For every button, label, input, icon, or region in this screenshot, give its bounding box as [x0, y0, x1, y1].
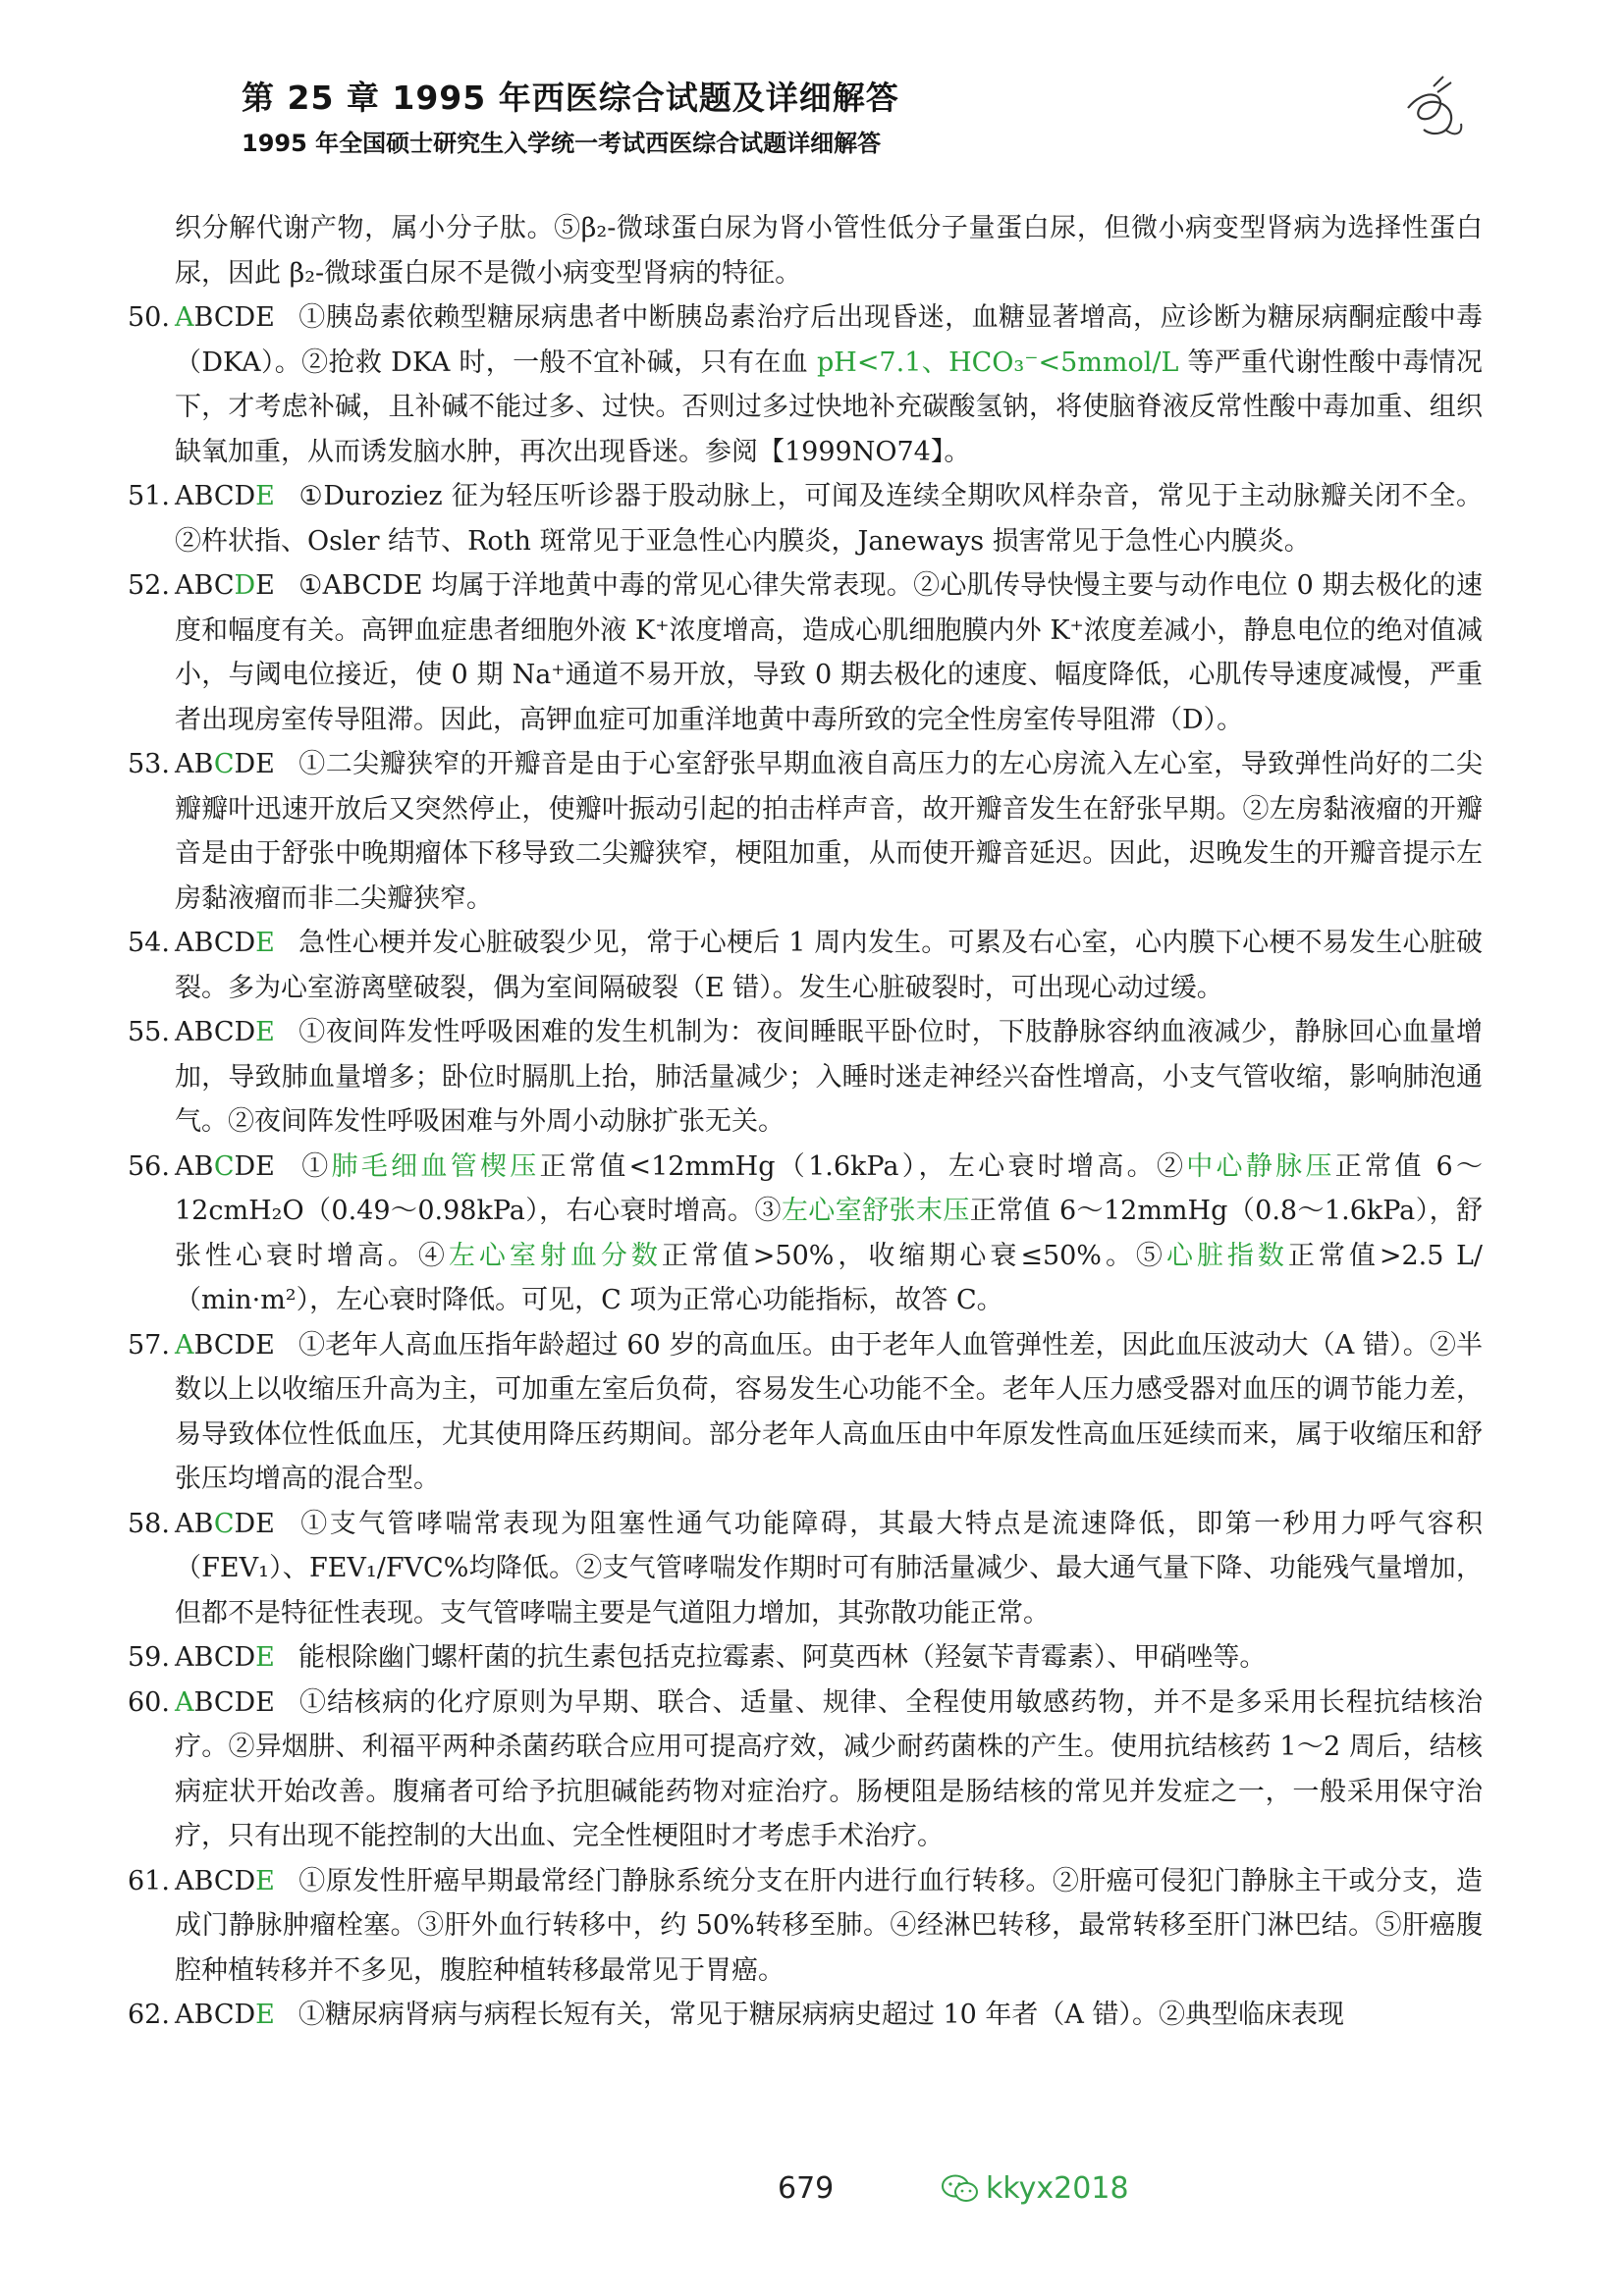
highlighted-term: 心脏指数 — [1165, 1240, 1288, 1271]
option-letter: A — [175, 749, 194, 779]
answer-list — [128, 206, 1483, 2038]
correct-option: C — [213, 1150, 235, 1182]
answer-entry — [128, 474, 1483, 563]
answer-options — [175, 1145, 275, 1190]
option-letter: C — [213, 1865, 235, 1896]
watermark — [941, 2171, 1129, 2206]
answer-options — [175, 1323, 275, 1368]
explanation-text: ①结核病的化疗原则为早期、联合、适量、规律、全程使用敏感药物，并不是多采用长程抗结核治疗。②异烟肼、利福平两种杀菌药联合应用可提高疗效，减少耐药菌株的产生。使用抗结核药 1～2 周后，结核病症状开始改善。腹痛者可给予抗胆碱能药物对症治疗。肠梗阻是肠结核的常见并发症之一，一般采用保守治疗，只有出现不能控制的大出血、完全性梗阻时才考虑手术治疗。 — [175, 1686, 1483, 1851]
explanation-text: 正常值<12mmHg（1.6kPa），左心衰时增高。② — [539, 1150, 1187, 1182]
option-letter: C — [213, 1017, 235, 1047]
option-letter: D — [234, 1329, 256, 1361]
option-letter: B — [193, 1508, 214, 1539]
option-letter: E — [255, 302, 275, 333]
option-letter: B — [193, 302, 214, 333]
explanation-text: ①原发性肝癌早期最常经门静脉系统分支在肝内进行血行转移。②肝癌可侵犯门静脉主干或分支，造成门静脉肿瘤栓塞。③肝外血行转移中，约 50%转移至肺。④经淋巴转移，最常转移至肝门淋巴结。⑤肝癌腹腔种植转移并不多见，腹腔种植转移最常见于胃癌。 — [175, 1865, 1483, 1986]
option-letter: C — [213, 2000, 235, 2030]
answer-options — [175, 563, 275, 609]
answer-entry — [128, 1502, 1483, 1636]
explanation-text: ①夜间阵发性呼吸困难的发生机制为：夜间睡眠平卧位时，下肢静脉容纳血液减少，静脉回心血量增加，导致肺血量增多；卧位时膈肌上抬，肺活量减少；入睡时迷走神经兴奋性增高，小支气管收缩，影响肺泡通气。②夜间阵发性呼吸困难与外周小动脉扩张无关。 — [175, 1017, 1483, 1137]
explanation-text: 能根除幽门螺杆菌的抗生素包括克拉霉素、阿莫西林（羟氨苄青霉素）、甲硝唑等。 — [298, 1642, 1267, 1673]
answer-entry — [128, 1010, 1483, 1145]
question-number: 51. — [128, 481, 170, 511]
option-letter: B — [193, 1642, 214, 1673]
option-letter: A — [175, 2000, 194, 2030]
explanation-text: ①糖尿病肾病与病程长短有关，常见于糖尿病病史超过 10 年者（A 错）。②典型临床表现 — [298, 2000, 1344, 2030]
question-number: 55. — [128, 1017, 170, 1047]
option-letter: B — [193, 1329, 214, 1361]
signature-mark-icon — [1394, 69, 1473, 157]
option-letter: E — [255, 570, 275, 601]
chapter-subtitle: 1995 年全国硕士研究生入学统一考试西医综合试题详细解答 — [242, 130, 882, 157]
highlighted-term: 左心室舒张末压 — [781, 1196, 970, 1226]
correct-option: E — [255, 481, 275, 511]
option-letter: D — [234, 1686, 256, 1718]
explanation-text: ①支气管哮喘常表现为阻塞性通气功能障碍，其最大特点是流速降低，即第一秒用力呼气容积（FEV₁）、FEV₁/FVC%均降低。②支气管哮喘发作期时可有肺活量减少、最大通气量下降、功能残气量增加，但都不是特征性表现。支气管哮喘主要是气道阻力增加，其弥散功能正常。 — [175, 1508, 1483, 1629]
explanation-text: ①老年人高血压指年龄超过 60 岁的高血压。由于老年人血管弹性差，因此血压波动大（A 错）。②半数以上以收缩压升高为主，可加重左室后负荷，容易发生心功能不全。老年人压力感受器对血压的调节能力差，易导致体位性低血压，尤其使用降压药期间。部分老年人高血压由中年原发性高血压延续而来，属于收缩压和舒张压均增高的混合型。 — [175, 1329, 1483, 1494]
option-letter: D — [234, 2000, 256, 2030]
explanation-text: 等严重代谢性酸中毒情况下，才考虑补碱，且补碱不能过多、过快。否则过多过快地补充碳酸氢钠，将使脑脊液反常性酸中毒加重、组织缺氧加重，从而诱发脑水肿，再次出现昏迷。参阅【1999NO74】。 — [175, 347, 1483, 467]
explanation-text: 正常值 6～12mmHg（0.8～1.6kPa），舒张性心衰时增高。④ — [175, 1196, 1484, 1271]
entries-container — [128, 295, 1483, 2038]
chapter-title: 第 25 章 1995 年西医综合试题及详细解答 — [242, 79, 899, 117]
option-letter: A — [175, 570, 194, 601]
option-letter: C — [213, 302, 235, 333]
answer-options — [175, 1681, 275, 1726]
answer-options — [175, 742, 275, 787]
correct-option: E — [255, 1017, 275, 1047]
option-letter: A — [175, 928, 194, 958]
option-letter: B — [193, 928, 214, 958]
option-letter: A — [175, 1017, 194, 1047]
answer-options — [175, 1993, 275, 2038]
option-letter: A — [175, 1865, 194, 1896]
answer-entry — [128, 1681, 1483, 1859]
option-letter: D — [234, 749, 256, 779]
option-letter: D — [234, 302, 256, 333]
highlighted-term: 左心室射血分数 — [448, 1240, 662, 1271]
page-number: 679 — [778, 2171, 835, 2206]
answer-options — [175, 1502, 275, 1547]
explanation-text: 急性心梗并发心脏破裂少见，常于心梗后 1 周内发生。可累及右心室，心内膜下心梗不易发生心脏破裂。多为心室游离壁破裂，偶为室间隔破裂（E 错）。发生心脏破裂时，可出现心动过缓。 — [175, 928, 1483, 1003]
option-letter: B — [193, 749, 214, 779]
answer-options — [175, 921, 275, 966]
highlighted-term: 中心静脉压 — [1186, 1150, 1335, 1182]
correct-option: A — [175, 1686, 194, 1718]
explanation-text: 正常值>50%，收缩期心衰≤50%。⑤ — [661, 1240, 1166, 1271]
option-letter: B — [193, 570, 214, 601]
correct-option: A — [175, 1329, 194, 1361]
explanation-text: 正常值>2.5 L/（min·m²），左心衰时降低。可见，C 项为正常心功能指标，故答 C。 — [175, 1240, 1484, 1315]
option-letter: E — [255, 1150, 275, 1182]
option-letter: B — [193, 1865, 214, 1896]
option-letter: A — [175, 1642, 194, 1673]
highlighted-term: pH<7.1、HCO₃⁻<5mmol/L — [816, 347, 1179, 378]
correct-option: E — [255, 928, 275, 958]
answer-entry — [128, 742, 1483, 921]
explanation-text: ①ABCDE 均属于洋地黄中毒的常见心律失常表现。②心肌传导快慢主要与动作电位 0 期去极化的速度和幅度有关。高钾血症患者细胞外液 K⁺浓度增高，造成心肌细胞膜内外 K⁺浓度差减小，静息电位的绝对值减小，与阈电位接近，使 0 期 Na⁺通道不易开放，导致 0 期去极化的速度、幅度降低，心肌传导速度减慢，严重者出现房室传导阻滞。因此，高钾血症可加重洋地黄中毒所致的完全性房室传导阻滞（D）。 — [175, 570, 1483, 735]
option-letter: C — [213, 570, 235, 601]
answer-entry — [128, 295, 1483, 474]
option-letter: C — [213, 928, 235, 958]
option-letter: E — [255, 749, 275, 779]
answer-entry — [128, 1859, 1483, 1994]
question-number: 53. — [128, 749, 170, 779]
question-number: 59. — [128, 1642, 170, 1673]
correct-option: D — [234, 570, 256, 601]
option-letter: B — [193, 2000, 214, 2030]
option-letter: D — [234, 1865, 256, 1896]
answer-entry — [128, 921, 1483, 1010]
option-letter: B — [193, 481, 214, 511]
answer-entry — [128, 1145, 1483, 1323]
answer-options — [175, 474, 275, 519]
option-letter: D — [234, 1017, 256, 1047]
explanation-text: ① — [298, 1150, 332, 1182]
intro-paragraph: 织分解代谢产物，属小分子肽。⑤β₂-微球蛋白尿为肾小管性低分子量蛋白尿，但微小病变型肾病为选择性蛋白尿，因此 β₂-微球蛋白尿不是微小病变型肾病的特征。 — [175, 213, 1483, 289]
correct-option: C — [213, 1508, 235, 1539]
answer-entry — [128, 1993, 1483, 2038]
option-letter: D — [234, 1642, 256, 1673]
answer-entry — [128, 1323, 1483, 1502]
question-number: 58. — [128, 1508, 170, 1539]
correct-option: A — [175, 302, 194, 333]
correct-option: C — [213, 749, 235, 779]
option-letter: D — [234, 928, 256, 958]
option-letter: D — [234, 1150, 256, 1182]
question-number: 56. — [128, 1150, 170, 1182]
answer-entry — [128, 563, 1483, 742]
option-letter: C — [213, 1642, 235, 1673]
option-letter: B — [193, 1017, 214, 1047]
option-letter: C — [213, 481, 235, 511]
option-letter: B — [193, 1150, 214, 1182]
explanation-text: ①Duroziez 征为轻压听诊器于股动脉上，可闻及连续全期吹风样杂音，常见于主动脉瓣关闭不全。②杵状指、Osler 结节、Roth 斑常见于亚急性心内膜炎，Janeways 损害常见于急性心内膜炎。 — [175, 481, 1483, 557]
explanation-text: ①二尖瓣狭窄的开瓣音是由于心室舒张早期血液自高压力的左心房流入左心室，导致弹性尚好的二尖瓣瓣叶迅速开放后又突然停止，使瓣叶振动引起的拍击样声音，故开瓣音发生在舒张早期。②左房黏液瘤的开瓣音是由于舒张中晚期瘤体下移导致二尖瓣狭窄，梗阻加重，从而使开瓣音延迟。因此，迟晚发生的开瓣音提示左房黏液瘤而非二尖瓣狭窄。 — [175, 749, 1483, 914]
option-letter: D — [234, 481, 256, 511]
correct-option: E — [255, 1865, 275, 1896]
option-letter: E — [255, 1508, 275, 1539]
correct-option: E — [255, 2000, 275, 2030]
option-letter: A — [175, 1508, 194, 1539]
question-number: 57. — [128, 1329, 170, 1361]
option-letter: D — [234, 1508, 256, 1539]
option-letter: E — [255, 1686, 275, 1718]
explanation-text: ①胰岛素依赖型糖尿病患者中断胰岛素治疗后出现昏迷，血糖显著增高，应诊断为糖尿病酮症酸中毒（DKA）。②抢救 DKA 时，一般不宜补碱，只有在血 — [175, 302, 1483, 378]
answer-options — [175, 1859, 275, 1904]
question-number: 50. — [128, 302, 170, 333]
watermark-text: kkyx2018 — [986, 2171, 1129, 2206]
question-number: 61. — [128, 1865, 170, 1896]
option-letter: A — [175, 1150, 194, 1182]
option-letter: C — [213, 1686, 235, 1718]
option-letter: C — [213, 1329, 235, 1361]
answer-options — [175, 295, 275, 341]
answer-options — [175, 1635, 275, 1681]
option-letter: B — [193, 1686, 214, 1718]
correct-option: E — [255, 1642, 275, 1673]
explanation-text: 正常值 6～12cmH₂O（0.49～0.98kPa），右心衰时增高。③ — [175, 1150, 1484, 1226]
question-number: 60. — [128, 1686, 170, 1718]
highlighted-term: 肺毛细血管楔压 — [331, 1150, 540, 1182]
question-number: 62. — [128, 2000, 170, 2030]
question-number: 54. — [128, 928, 170, 958]
answer-entry — [128, 1635, 1483, 1681]
option-letter: A — [175, 481, 194, 511]
question-number: 52. — [128, 570, 170, 601]
wechat-icon — [941, 2173, 980, 2205]
option-letter: E — [255, 1329, 275, 1361]
answer-options — [175, 1010, 275, 1055]
